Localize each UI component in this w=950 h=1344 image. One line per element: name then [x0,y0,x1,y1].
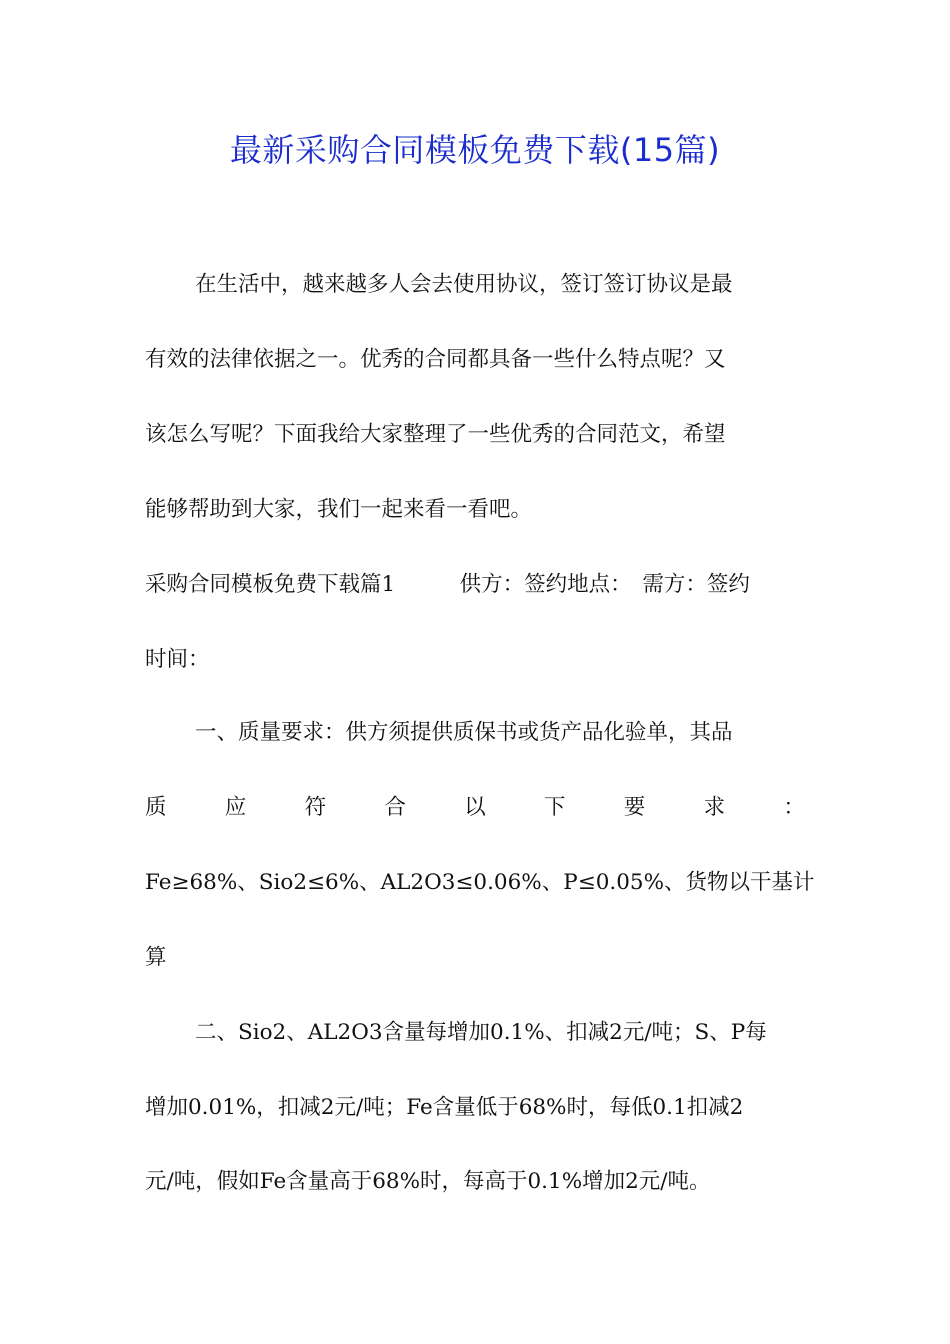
paragraph-line: 有效的法律依据之一。优秀的合同都具备一些什么特点呢？又 [145,347,726,372]
paragraph-line: 一、质量要求：供方须提供质保书或货产品化验单，其品 [195,720,733,745]
document-title: 最新采购合同模板免费下载(15篇) [229,131,721,169]
spread-char: ： [783,795,805,820]
spread-line [145,788,805,828]
spread-char: 要 [623,795,646,820]
spread-char: 合 [384,795,406,820]
paragraph-line: 元/吨，假如Fe含量高于68%时，每高于0.1%增加2元/吨。 [145,1169,711,1194]
paragraph-line: 算 [145,945,167,970]
paragraph-line: 增加0.01%，扣减2元/吨；Fe含量低于68%时，每低0.1扣减2 [145,1095,744,1120]
spread-char: 质 [145,795,167,820]
spread-char: 求 [703,795,726,820]
paragraph-line: 在生活中，越来越多人会去使用协议，签订签订协议是最 [195,272,733,297]
spread-char: 下 [543,795,566,820]
paragraph-line: 二、Sio2、AL2O3含量每增加0.1%、扣减2元/吨；S、P每 [195,1020,767,1045]
spread-char: 以 [464,795,486,820]
spread-char: 符 [304,795,327,820]
paragraph-line: Fe≥68%、Sio2≤6%、AL2O3≤0.06%、P≤0.05%、货物以干基计 [145,870,815,895]
section-heading-line: 采购合同模板免费下载篇1 供方：签约地点： 需方：签约 [145,572,750,597]
spread-char: 应 [224,795,247,820]
paragraph-line: 能够帮助到大家，我们一起来看一看吧。 [145,497,533,522]
paragraph-line: 时间： [145,647,210,672]
paragraph-line: 该怎么写呢？下面我给大家整理了一些优秀的合同范文，希望 [145,422,726,447]
